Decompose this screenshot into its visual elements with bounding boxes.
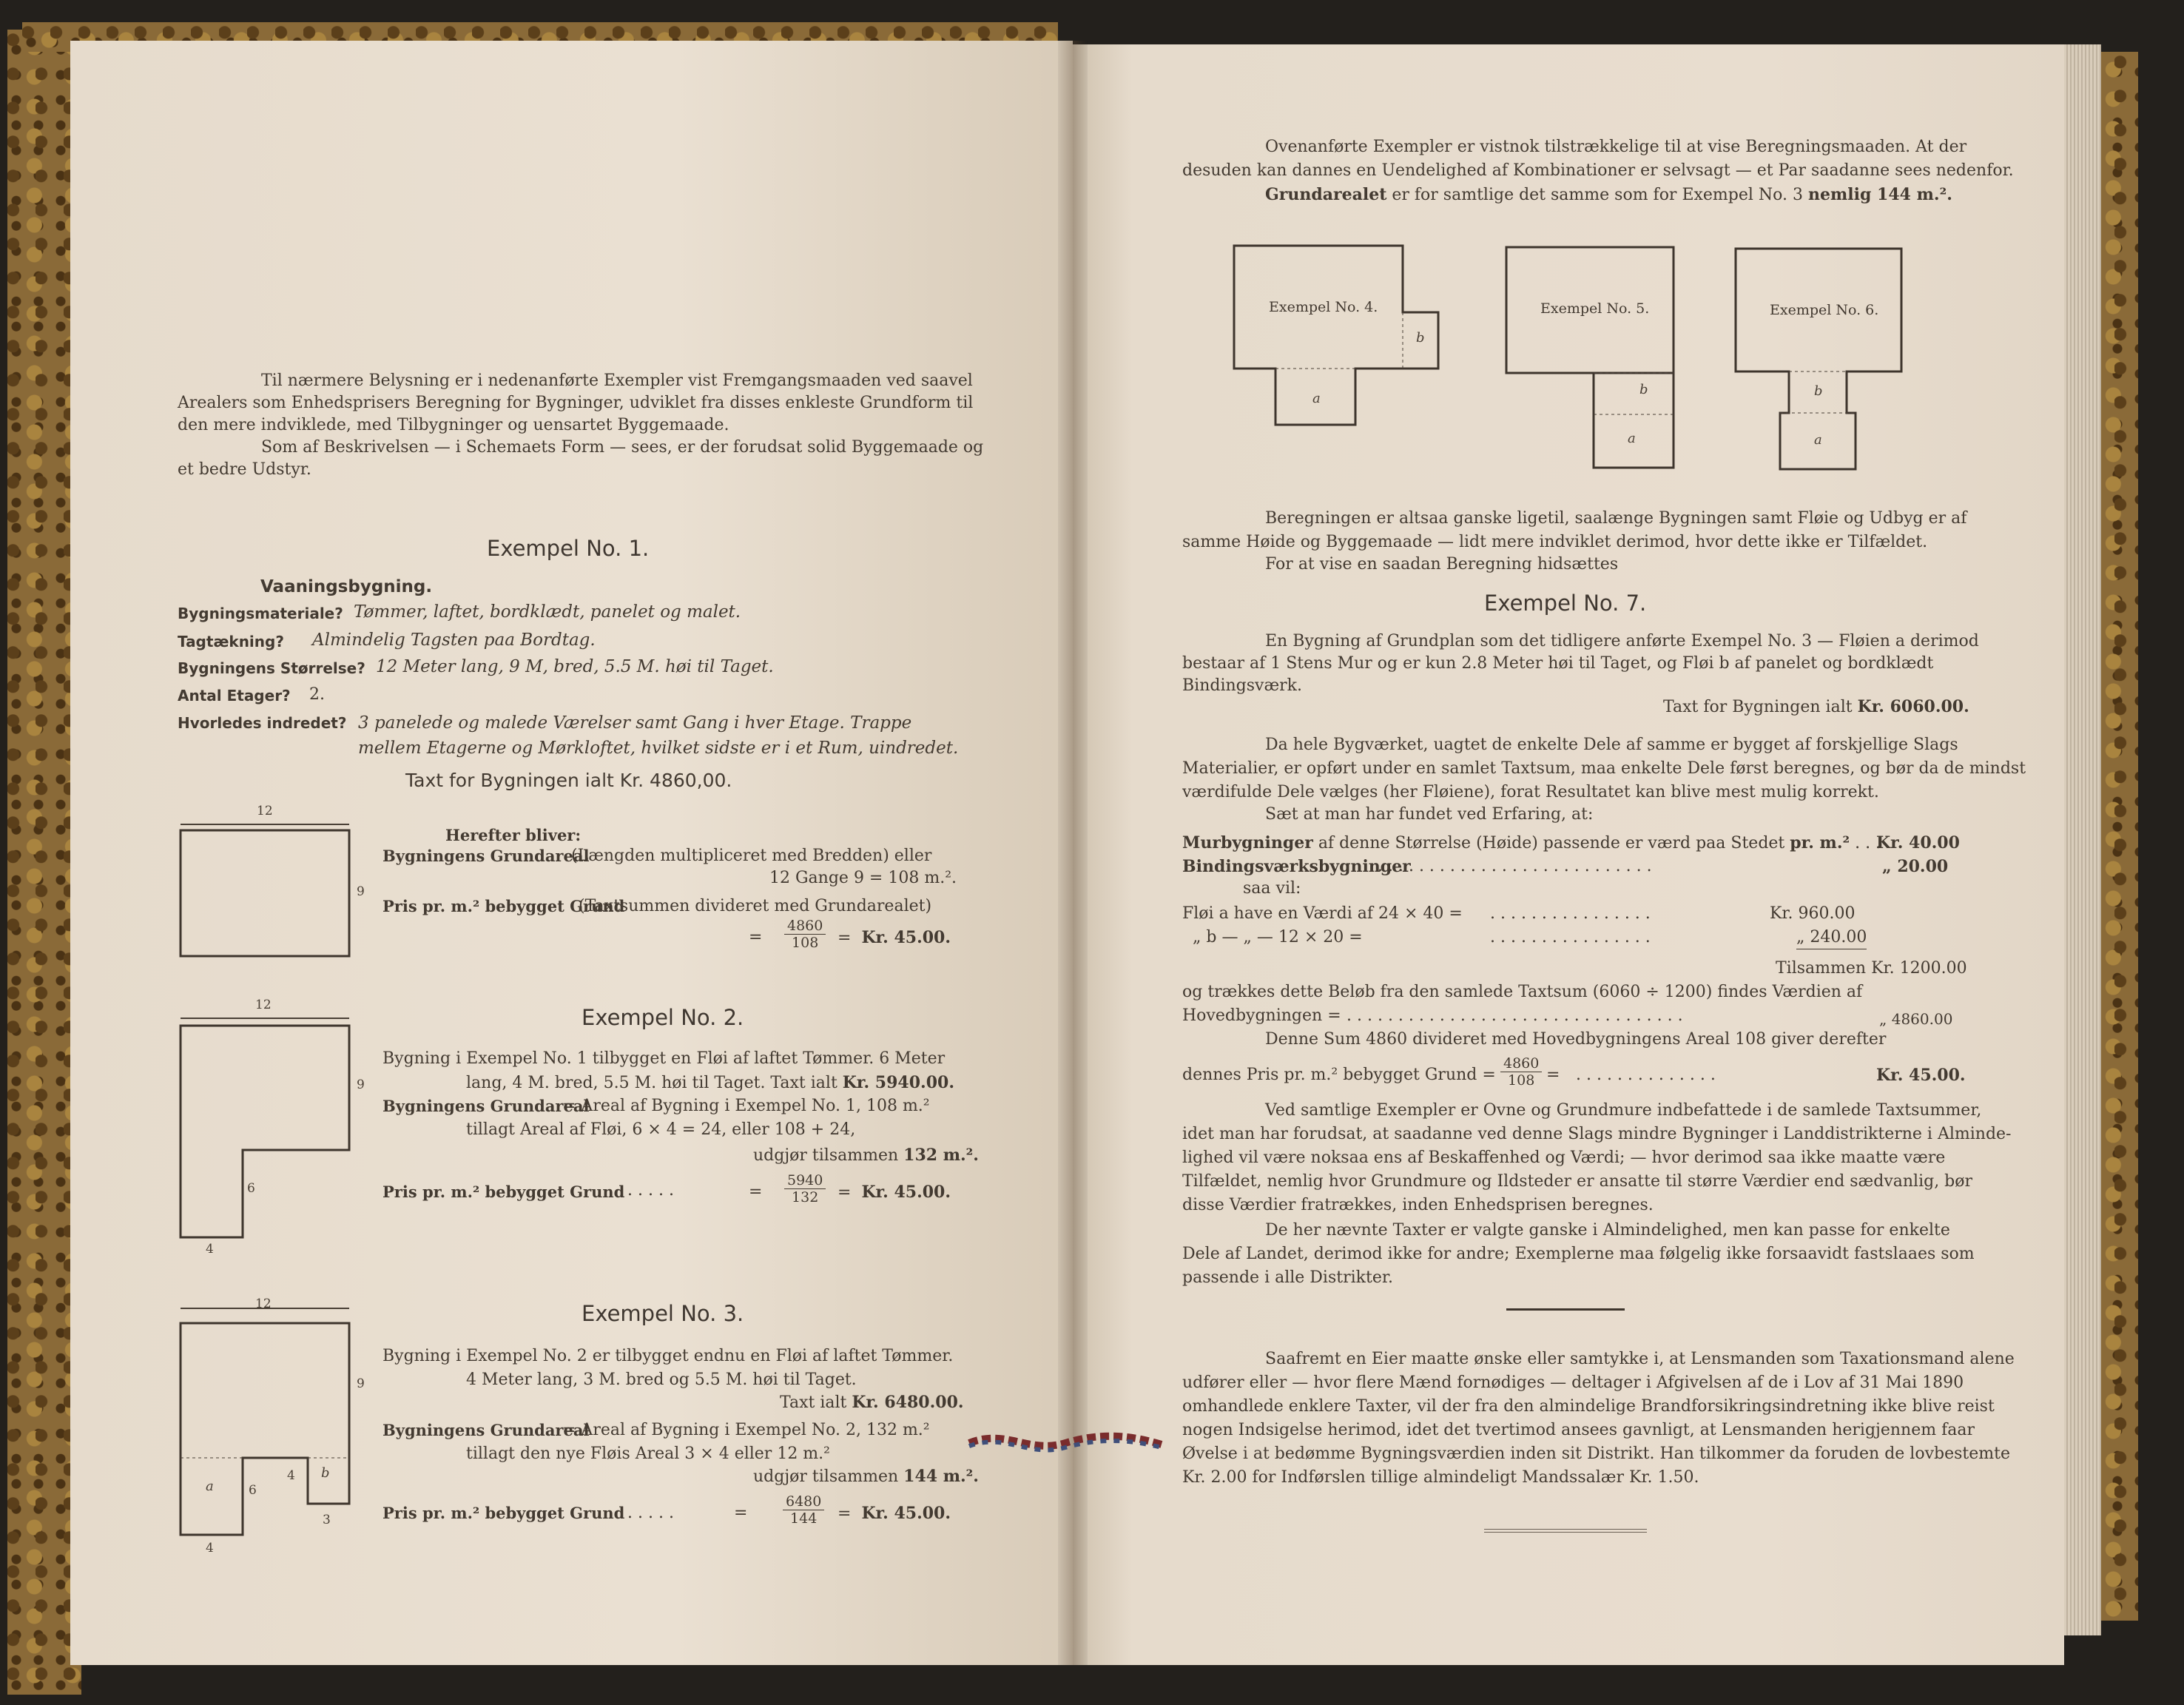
binding-thread (962, 1421, 1169, 1465)
ex7-fraction (1500, 1055, 1542, 1089)
ex1-row-value: 2. (309, 685, 325, 704)
ex3-line (780, 1391, 964, 1414)
p3-line: nogen Indsigelse herimod, idet det tvertimod ansees gavnligt, at Lensmanden herigjennem faar (1182, 1421, 1975, 1439)
ex3-dim-b: b (321, 1465, 330, 1481)
ex3-dim-top: 12 (255, 1297, 272, 1311)
ex1-area-text: (Længden multipliceret med Bredden) eller (571, 847, 932, 865)
ex2-eq: = (749, 1183, 763, 1201)
mur-dots: . . . (1855, 834, 1881, 852)
ex3-line: = Areal af Bygning i Exempel No. 2, 132 m.² (562, 1421, 930, 1439)
mur-value: Kr. 40.00 (1876, 833, 1960, 852)
ex2-result-value: Kr. 45.00. (861, 1183, 951, 1202)
ex1-result: = Kr. 45.00. (837, 928, 951, 947)
ex7-tr-dots: . . . . . . . . . . . . . . . . . . . . . . . . . . . . . . . . . (1347, 1006, 1683, 1025)
ex3-fraction (783, 1493, 824, 1527)
tilsammen (1776, 958, 1967, 980)
p2-line: passende i alle Distrikter. (1182, 1268, 1393, 1287)
ex7-title: Exempel No. 7. (1484, 591, 1647, 616)
mur-unit: pr. m.² (1790, 833, 1850, 852)
ex1-title: Exempel No. 1. (487, 536, 650, 561)
ex1-row-label: Antal Etager? (178, 687, 291, 704)
p2-line: lighed vil være noksaa ens af Beskaffenhed og Værdi; — hvor derimod saa ikke maatte være (1182, 1149, 1946, 1167)
p3-line: udfører eller — hvor flere Mænd fornødiges — deltager i Afgivelsen af de i Lov af 31 Mai 1890 (1182, 1373, 1964, 1392)
ex1-eq: = (749, 928, 763, 946)
ex3-dim-bottom: 4 (206, 1541, 214, 1556)
para2-line: Beregningen er altsaa ganske ligetil, saalænge Bygningen samt Fløie og Udbyg er af (1265, 509, 1967, 528)
ex2-line (466, 1072, 954, 1094)
ex3-result-value: Kr. 45.00. (861, 1504, 951, 1523)
ex2-price-label: Pris pr. m.² bebygget Grund (382, 1183, 625, 1201)
ex2-line: tillagt Areal af Fløi, 6 × 4 = 24, eller 108 + 24, (466, 1120, 856, 1139)
floi-b: „ b — „ — 12 × 20 = (1193, 928, 1363, 946)
ex7-line: En Bygning af Grundplan som det tidligere anførte Exempel No. 3 — Fløien a derimod (1265, 632, 1979, 650)
right-intro-line (1265, 184, 1952, 206)
ex3-dots: . . . . . (627, 1504, 674, 1522)
ex1-row-label: Bygningens Størrelse? (178, 659, 365, 677)
ex3-dim-3: 3 (323, 1513, 331, 1527)
ex2-dim-top: 12 (255, 998, 272, 1012)
right-intro-line: desuden kan dannes en Uendelighed af Kombinationer er selvsagt — et Par saadanne sees nedenfor. (1182, 161, 2014, 180)
p3-line: Saafremt en Eier maatte ønske eller samtykke i, at Lensmanden som Taxationsmand alene (1265, 1350, 2015, 1368)
ex7-tr: Denne Sum 4860 divideret med Hovedbygningens Areal 108 giver derefter (1265, 1030, 1887, 1049)
bind-value: „ 20.00 (1882, 857, 1949, 876)
ex1-row-label: Hvorledes indredet? (178, 714, 347, 732)
ex3-frac-num: 6480 (783, 1493, 824, 1510)
ex1-row-value: 3 panelede og malede Værelser samt Gang i hver Etage. Trappe (358, 713, 912, 733)
p2-line: disse Værdier fratrækkes, inden Enhedsprisen beregnes. (1182, 1196, 1654, 1214)
ex7-line: bestaar af 1 Stens Mur og er kun 2.8 Meter høi til Taget, og Fløi b af panelet og bordklædt (1182, 654, 1934, 673)
plan-ex4-a: a (1312, 391, 1321, 406)
ex7-para: værdifulde Dele vælges (her Fløiene), forat Resultatet kan blive mest mulig korrekt. (1182, 783, 1879, 801)
ex2-line: = Areal af Bygning i Exempel No. 1, 108 m.² (562, 1097, 930, 1115)
ex2-line-text: udgjør tilsammen (753, 1146, 899, 1165)
plan-ex5-a: a (1628, 431, 1636, 446)
bind-dots: . . . . . . . . . . . . . . . . . . . . . . . . . . . (1378, 857, 1652, 875)
plan-ex5-label: Exempel No. 5. (1540, 300, 1650, 317)
mur-label: Murbygninger (1182, 833, 1313, 852)
ex3-result: = Kr. 45.00. (837, 1504, 951, 1523)
end-rule (1484, 1529, 1647, 1533)
ex7-line: Bindingsværk. (1182, 676, 1302, 695)
ex7-taxt (1663, 696, 1969, 719)
p2-line: Ved samtlige Exempler er Ovne og Grundmure indbefattede i de samlede Taxtsummer, (1265, 1101, 1982, 1120)
floi-a-value: Kr. 960.00 (1770, 904, 1856, 923)
ex1-row-value: Almindelig Tagsten paa Bordtag. (312, 630, 596, 650)
ex1-fraction (784, 918, 826, 951)
ex3-frac-den: 144 (790, 1510, 818, 1527)
ex3-line: 4 Meter lang, 3 M. bred og 5.5 M. høi til Taget. (466, 1371, 857, 1389)
ex1-plan (178, 821, 355, 962)
ex7-tr: dennes Pris pr. m.² bebygget Grund = (1182, 1066, 1496, 1084)
ex7-eq: = (1546, 1066, 1560, 1084)
ex2-area-label: Bygningens Grundareal (382, 1097, 590, 1115)
ex2-dim-wing: 6 (247, 1181, 255, 1196)
intro-line: Til nærmere Belysning er i nedenanførte Exempler vist Fremgangsmaaden ved saavel (261, 371, 973, 390)
ex3-line (753, 1465, 979, 1488)
p3-line: omhandlede enklere Taxter, vil der fra den almindelige Brandforsikringsindretning ikke blive reist (1182, 1397, 1995, 1416)
saa-vil: saa vil: (1243, 879, 1301, 898)
ex7-tr: og trækkes dette Beløb fra den samlede Taxtsum (6060 ÷ 1200) findes Værdien af (1182, 983, 1863, 1001)
ex3-title: Exempel No. 3. (582, 1301, 744, 1326)
ex1-dim-side: 9 (357, 884, 365, 899)
ex3-line: Bygning i Exempel No. 2 er tilbygget endnu en Fløi af laftet Tømmer. (382, 1347, 954, 1365)
floi-b-dots: . . . . . . . . . . . . . . . . (1490, 928, 1651, 946)
ex7-taxt-value: Kr. 6060.00. (1857, 697, 1969, 716)
ex7-final-value: Kr. 45.00. (1876, 1066, 1966, 1085)
ex1-row-value-cont: mellem Etagerne og Mørkloftet, hvilket sidste er i et Rum, uindredet. (358, 739, 959, 758)
ex3-price-label: Pris pr. m.² bebygget Grund (382, 1504, 625, 1522)
ex3-eq: = (734, 1504, 748, 1522)
right-intro-bold2: nemlig 144 m.². (1808, 185, 1952, 204)
ex3-area-label: Bygningens Grundareal (382, 1421, 590, 1439)
ex7-final-dots: . . . . . . . . . . . . . . (1576, 1066, 1716, 1084)
bind-label: Bindingsværksbygninger (1182, 857, 1411, 876)
ex2-frac-den: 132 (792, 1189, 819, 1205)
ex3-dim-4: 4 (287, 1468, 295, 1483)
plan-ex6-a: a (1814, 432, 1822, 448)
ex2-taxt: Kr. 5940.00. (842, 1073, 954, 1092)
intro-line: Arealers som Enhedsprisers Beregning for Bygninger, udviklet fra disses enkleste Grundform til (178, 394, 974, 412)
ex2-title: Exempel No. 2. (582, 1005, 744, 1030)
floi-a-dots: . . . . . . . . . . . . . . . . (1490, 904, 1651, 923)
tilsammen-value: Kr. 1200.00 (1871, 959, 1967, 978)
ex1-subtitle: Vaaningsbygning. (260, 577, 433, 596)
plan-ex5-b: b (1639, 382, 1648, 397)
ex1-dim-top: 12 (257, 804, 273, 818)
ex2-plan (178, 1015, 355, 1252)
ex3-dim-side: 9 (357, 1376, 365, 1391)
ex1-row-label: Tagtækning? (178, 633, 284, 650)
ex2-dim-bottom: 4 (206, 1242, 214, 1257)
ex7-tr: Hovedbygningen = (1182, 1006, 1341, 1025)
plan-ex5 (1503, 244, 1681, 474)
p2-line: De her nævnte Taxter er valgte ganske i Almindelighed, men kan passe for enkelte (1265, 1221, 1950, 1240)
ex1-frac-den: 108 (792, 935, 819, 951)
plan-ex6-label: Exempel No. 6. (1770, 302, 1879, 318)
ex1-row-value: 12 Meter lang, 9 M, bred, 5.5 M. høi til Taget. (376, 657, 774, 676)
plan-ex6-b: b (1814, 383, 1823, 399)
tilsammen-label: Tilsammen (1776, 959, 1867, 978)
ex2-line (753, 1144, 979, 1167)
intro-line: Som af Beskrivelsen — i Schemaets Form — sees, er der forudsat solid Byggemaade og (261, 438, 984, 457)
right-intro-bold: Grundarealet (1265, 185, 1387, 204)
ex2-fraction (784, 1172, 826, 1205)
ex7-taxt-label: Taxt for Bygningen ialt (1663, 698, 1853, 716)
ex1-herefter: Herefter bliver: (445, 826, 582, 844)
mur-text: af denne Størrelse (Høide) passende er værd paa Stedet (1318, 834, 1785, 852)
ex1-price-text: (Taxtsummen divideret med Grundarealet) (579, 897, 932, 915)
ex1-area-calc: 12 Gange 9 = 108 m.². (769, 869, 957, 887)
ex3-dim-a: a (206, 1479, 214, 1494)
ex3-line-text: udgjør tilsammen (753, 1467, 899, 1486)
floi-a: Fløi a have en Værdi af 24 × 40 = (1182, 904, 1463, 923)
intro-line: et bedre Udstyr. (178, 460, 311, 479)
ex1-row-value: Tømmer, laftet, bordklædt, panelet og malet. (354, 602, 741, 622)
ex1-row-label: Bygningsmateriale? (178, 605, 343, 622)
ex7-tr-value: „ 4860.00 (1879, 1010, 1953, 1028)
right-intro-text: er for samtlige det samme som for Exempel No. 3 (1392, 186, 1804, 204)
ex1-total: Taxt for Bygningen ialt Kr. 4860,00. (405, 770, 732, 791)
ex3-taxt: Kr. 6480.00. (852, 1393, 964, 1412)
ex1-result-value: Kr. 45.00. (861, 928, 951, 947)
ex1-area-label: Bygningens Grundareal (382, 847, 590, 865)
ex2-dim-side: 9 (357, 1077, 365, 1092)
p2-line: idet man har forudsat, at saadanne ved denne Slags mindre Bygninger i Landdistrikterne i Alminde- (1182, 1125, 2012, 1143)
mur-row (1182, 832, 1881, 855)
ex3-line-text: Taxt ialt (780, 1393, 847, 1412)
ex1-price-label: Pris pr. m.² bebygget Grund (382, 897, 625, 915)
ex7-frac-den: 108 (1508, 1072, 1535, 1089)
ex2-line-text: lang, 4 M. bred, 5.5 M. høi til Taget. Taxt ialt (466, 1074, 837, 1092)
ex3-sum: 144 m.². (903, 1467, 979, 1486)
ex7-para: Da hele Bygværket, uagtet de enkelte Dele af samme er bygget af forskjellige Slags (1265, 736, 1958, 754)
ex2-line: Bygning i Exempel No. 1 tilbygget en Fløi af laftet Tømmer. 6 Meter (382, 1049, 946, 1068)
ex2-dots: . . . . . (627, 1181, 674, 1200)
ex7-para: Materialier, er opført under en samlet Taxtsum, maa enkelte Dele først beregnes, og bør da de mindst (1182, 759, 2026, 778)
p3-line: Øvelse i at bedømme Bygningsværdien inden sit Distrikt. Han tilkommer da foruden de lovbestemte (1182, 1445, 2010, 1463)
ex3-line: tillagt den nye Fløis Areal 3 × 4 eller 12 m.² (466, 1445, 830, 1463)
ex3-dim-6: 6 (249, 1483, 257, 1498)
para2-line: samme Høide og Byggemaade — lidt mere indviklet derimod, hvor dette ikke er Tilfældet. (1182, 533, 1928, 551)
para2-line: For at vise en saadan Beregning hidsættes (1265, 555, 1619, 574)
plan-ex4-label: Exempel No. 4. (1269, 299, 1378, 315)
plan-ex4-b: b (1416, 330, 1425, 346)
right-intro-line: Ovenanførte Exempler er vistnok tilstrækkelige til at vise Beregningsmaaden. At der (1265, 138, 1967, 156)
ex2-frac-num: 5940 (784, 1172, 826, 1189)
ex1-frac-num: 4860 (784, 918, 826, 935)
p2-line: Dele af Landet, derimod ikke for andre; Exemplerne maa følgelig ikke forsaavidt fastslaaes som (1182, 1245, 1975, 1263)
p3-line: Kr. 2.00 for Indførslen tillige almindeligt Mandssalær Kr. 1.50. (1182, 1468, 1699, 1487)
ex2-sum: 132 m.². (903, 1146, 979, 1165)
divider (1506, 1308, 1625, 1311)
intro-line: den mere indviklede, med Tilbygninger og uensartet Byggemaade. (178, 416, 729, 434)
floi-b-value: „ 240.00 (1796, 927, 1867, 949)
p2-line: Tilfældet, nemlig hvor Grundmure og Ildsteder er ansatte til større Værdier end sædvanlig, bør (1182, 1172, 1973, 1191)
ex2-result: = Kr. 45.00. (837, 1183, 951, 1202)
plan-ex4 (1231, 243, 1446, 428)
ex7-para: Sæt at man har fundet ved Erfaring, at: (1265, 805, 1594, 824)
ex7-frac-num: 4860 (1500, 1055, 1542, 1072)
